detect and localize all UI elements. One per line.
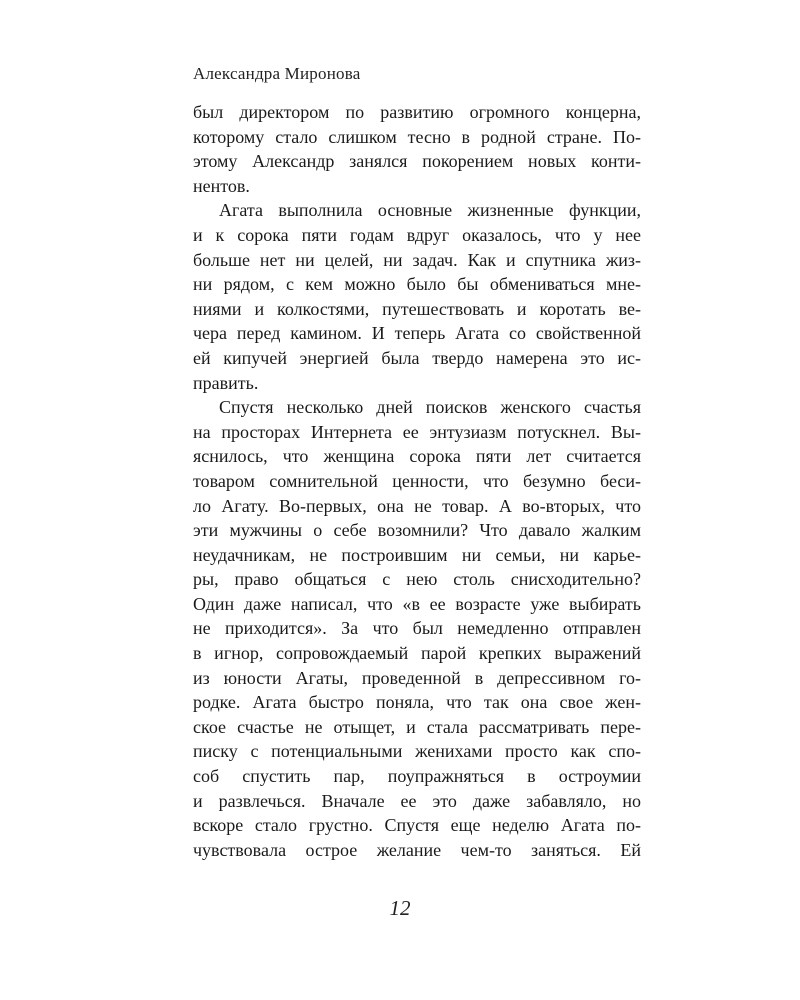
text-line: соб спустить пар, поупражняться в остроумии bbox=[193, 766, 641, 787]
text-line: вскоре стало грустно. Спустя еще неделю Агата по- bbox=[193, 815, 641, 836]
text-line: ло Агату. Во-первых, она не товар. А во-вторых, что bbox=[193, 495, 641, 516]
text-line: ское счастье не отыщет, и стала рассматривать пере- bbox=[193, 716, 641, 737]
text-line: родке. Агата быстро поняла, что так она свое жен- bbox=[193, 692, 641, 713]
text-line: товаром сомнительной ценности, что безумно беси- bbox=[193, 470, 641, 491]
text-line: был директором по развитию огромного концерна, bbox=[193, 102, 641, 122]
page-number: 12 bbox=[389, 896, 411, 920]
text-line: чера перед камином. И теперь Агата со свойственной bbox=[193, 323, 641, 344]
text-line: ниями и колкостями, путешествовать и коротать ве- bbox=[193, 298, 641, 319]
text-line: править. bbox=[193, 372, 259, 393]
text-line: из юности Агаты, проведенной в депрессивном го- bbox=[193, 667, 641, 688]
text-line: эти мужчины о себе возомнили? Что давало жалким bbox=[193, 520, 641, 541]
text-line: в игнор, сопровождаемый парой крепких выражений bbox=[193, 643, 641, 664]
text-line: писку с потенциальными женихами просто как спо- bbox=[193, 741, 641, 762]
running-head-author: Александра Миронова bbox=[193, 64, 361, 83]
text-line: Агата выполнила основные жизненные функции, bbox=[219, 200, 641, 221]
text-line: ры, право общаться с нею столь снисходительно? bbox=[193, 569, 641, 590]
text-line: Один даже написал, что «в ее возрасте уже выбирать bbox=[193, 593, 641, 614]
text-line: этому Александр занялся покорением новых конти- bbox=[193, 151, 641, 172]
text-line: ей кипучей энергией была твердо намерена это ис- bbox=[193, 347, 641, 368]
text-line: на просторах Интернета ее энтузиазм потускнел. Вы- bbox=[193, 421, 641, 442]
text-line: нентов. bbox=[193, 175, 250, 196]
text-line: не приходится». За что был немедленно отправлен bbox=[193, 618, 641, 639]
text-line: ни рядом, с кем можно было бы обмениваться мне- bbox=[193, 274, 641, 295]
text-line: и развлечься. Вначале ее это даже забавляло, но bbox=[193, 790, 641, 811]
text-line: неудачникам, не построившим ни семьи, ни карье- bbox=[193, 544, 641, 565]
body-text bbox=[193, 100, 641, 862]
text-line: которому стало слишком тесно в родной стране. По- bbox=[193, 126, 641, 147]
text-line: чувствовала острое желание чем-то заняться. Ей bbox=[193, 839, 641, 860]
text-line: яснилось, что женщина сорока пяти лет считается bbox=[193, 446, 641, 467]
text-line: больше нет ни целей, ни задач. Как и спутника жиз- bbox=[193, 249, 641, 270]
text-line: Спустя несколько дней поисков женского счастья bbox=[219, 397, 641, 418]
text-line: и к сорока пяти годам вдруг оказалось, что у нее bbox=[193, 224, 641, 245]
